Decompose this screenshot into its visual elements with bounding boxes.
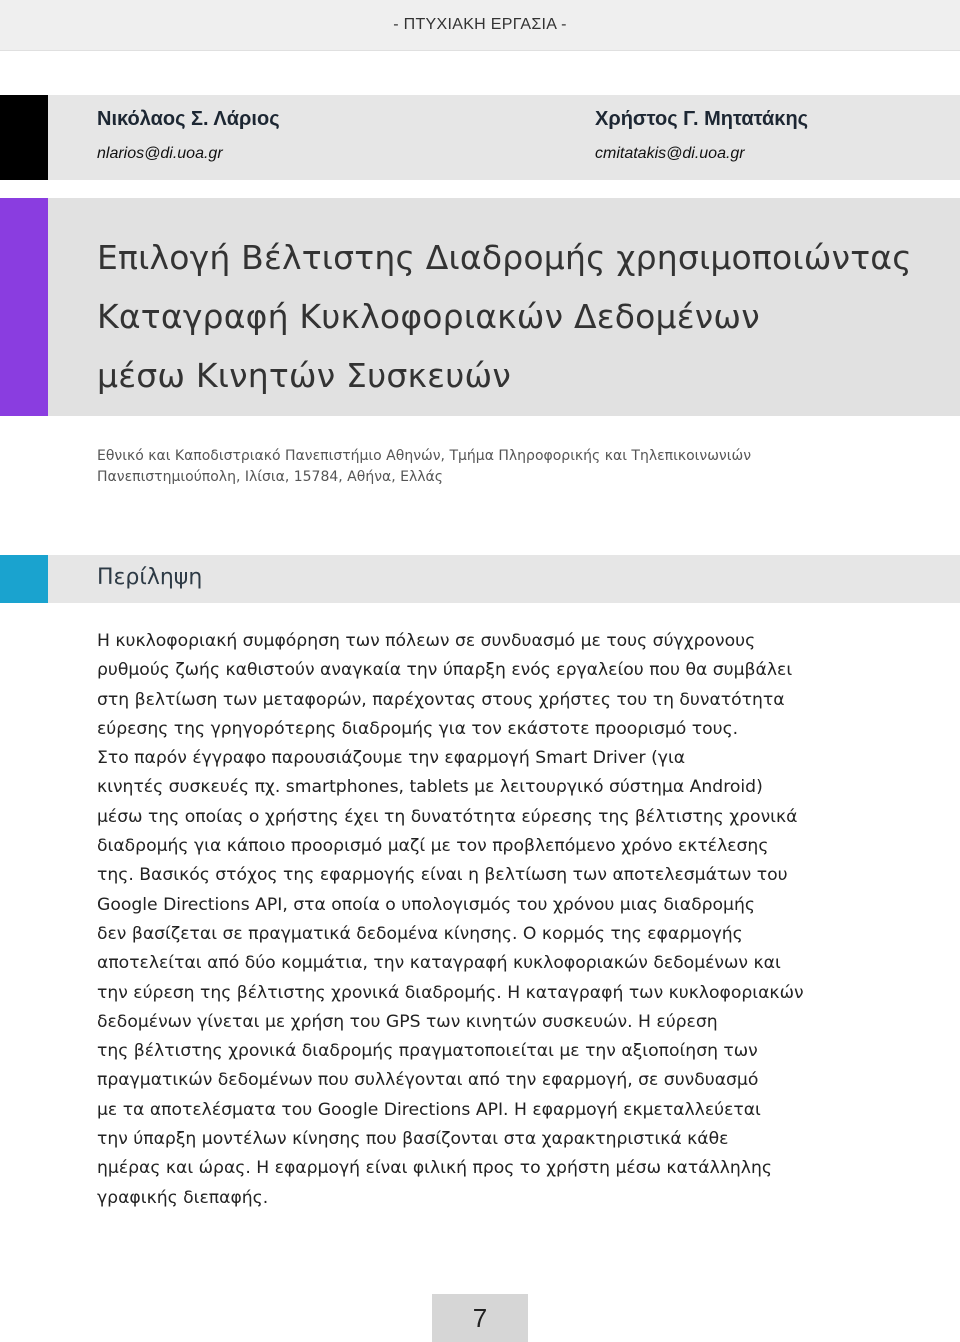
title-line: Καταγραφή Κυκλοφοριακών Δεδομένων [97, 297, 760, 336]
title-section [0, 198, 960, 416]
paper-title [97, 228, 937, 405]
abstract-line: κινητές συσκευές πχ. smartphones, tablets με λειτουργικό σύστημα Android) [97, 777, 763, 798]
abstract-line: διαδρομής για κάποιο προορισμό μαζί με τον προβλεπόμενο χρόνο εκτέλεσης [97, 836, 769, 857]
affiliation [97, 446, 947, 488]
abstract-heading-band [0, 555, 960, 603]
abstract-line: αποτελείται από δύο κομμάτια, την καταγραφή κυκλοφοριακών δεδομένων και [97, 953, 781, 974]
author-email: cmitatakis@di.uoa.gr [595, 145, 745, 162]
author-name: Χρήστος Γ. Μητατάκης [595, 108, 809, 130]
author-name: Νικόλαος Σ. Λάριος [97, 108, 280, 130]
abstract-line: ρυθμούς ζωής καθιστούν αναγκαία την ύπαρξη ενός εργαλείου που θα συμβάλει [97, 660, 793, 681]
abstract-line: με τα αποτελέσματα του Google Directions API. Η εφαρμογή εκμεταλλεύεται [97, 1099, 761, 1120]
authors-section [0, 95, 960, 180]
author-2 [595, 108, 808, 163]
abstract-line: δεδομένων γίνεται με χρήση του GPS των κινητών συσκευών. Η εύρεση [97, 1011, 718, 1032]
abstract-line: της. Βασικός στόχος της εφαρμογής είναι η βελτίωση των αποτελεσμάτων του [97, 865, 788, 886]
running-header: - ΠΤΥΧΙΑΚΗ ΕΡΓΑΣΙΑ - [0, 0, 960, 51]
affiliation-line: Εθνικό και Καποδιστριακό Πανεπιστήμιο Αθηνών, Τμήμα Πληροφορικής και Τηλεπικοινωνιών [97, 448, 752, 464]
abstract-line: ημέρας και ώρας. Η εφαρμογή είναι φιλική προς το χρήστη μέσω κατάλληλης [97, 1158, 772, 1179]
title-line: μέσω Κινητών Συσκευών [97, 356, 511, 395]
authors-accent-bar [0, 95, 48, 180]
abstract-line: στη βελτίωση των μεταφορών, παρέχοντας στους χρήστες του τη δυνατότητα [97, 689, 785, 710]
page-number: 7 [432, 1294, 528, 1342]
abstract-line: μέσω της οποίας ο χρήστης έχει τη δυνατότητα εύρεσης της βέλτιστης χρονικά [97, 806, 798, 827]
abstract-accent-bar [0, 555, 48, 603]
abstract-heading: Περίληψη [97, 565, 203, 590]
author-1 [97, 108, 280, 163]
abstract-line: Google Directions API, στα οποία ο υπολογισμός του χρόνου μιας διαδρομής [97, 894, 755, 915]
abstract-line: εύρεσης της γρηγορότερης διαδρομής για τον εκάστοτε προορισμό τους. [97, 718, 739, 739]
title-accent-bar [0, 198, 48, 416]
abstract-line: την εύρεση της βέλτιστης χρονικά διαδρομής. Η καταγραφή των κυκλοφοριακών [97, 982, 804, 1003]
abstract-line: δεν βασίζεται σε πραγματικά δεδομένα κίνησης. Ο κορμός της εφαρμογής [97, 923, 743, 944]
abstract-line: την ύπαρξη μοντέλων κίνησης που βασίζονται στα χαρακτηριστικά κάθε [97, 1129, 729, 1150]
abstract-line: Στο παρόν έγγραφο παρουσιάζουμε την εφαρμογή Smart Driver (για [97, 748, 686, 769]
abstract-line: πραγματικών δεδομένων που συλλέγονται από την εφαρμογή, σε συνδυασμό [97, 1070, 759, 1091]
affiliation-line: Πανεπιστημιούπολη, Ιλίσια, 15784, Αθήνα, Ελλάς [97, 469, 444, 485]
author-email: nlarios@di.uoa.gr [97, 145, 223, 162]
abstract-line: γραφικής διεπαφής. [97, 1187, 269, 1208]
abstract-body [97, 627, 863, 1213]
abstract-line: Η κυκλοφοριακή συμφόρηση των πόλεων σε συνδυασμό με τους σύγχρονους [97, 631, 756, 651]
abstract-line: της βέλτιστης χρονικά διαδρομής πραγματοποιείται με την αξιοποίηση των [97, 1041, 758, 1062]
title-line: Επιλογή Βέλτιστης Διαδρομής χρησιμοποιώντας [97, 238, 912, 277]
